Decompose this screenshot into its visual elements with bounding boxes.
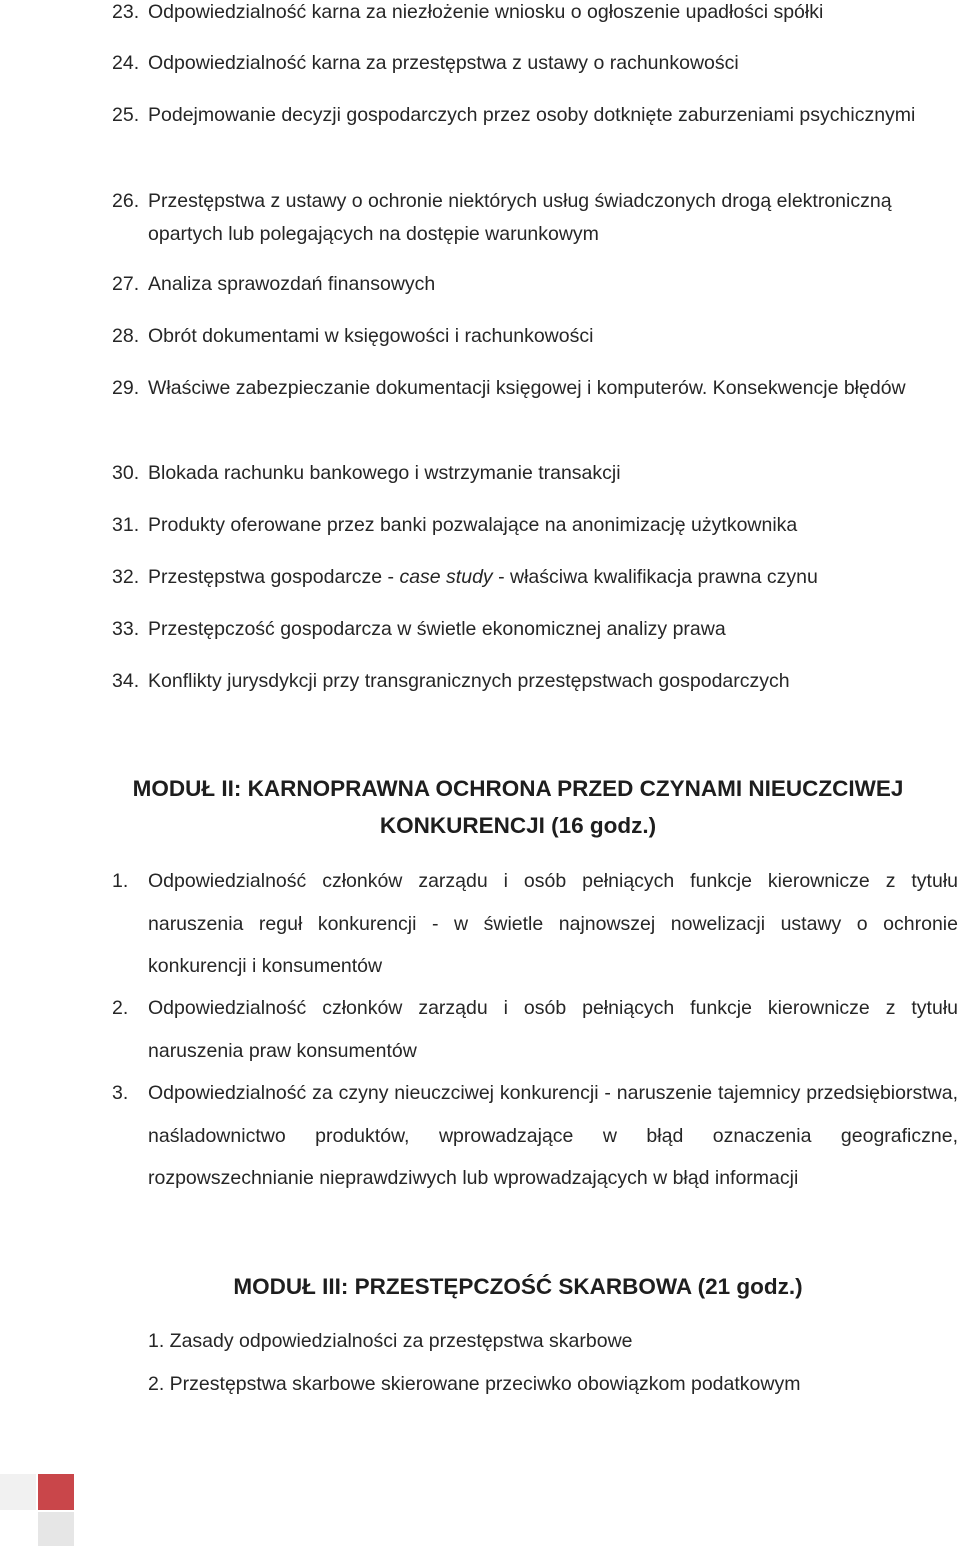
list-item — [112, 99, 958, 132]
list-item — [112, 613, 958, 646]
decor-square-mid — [38, 1512, 74, 1546]
item-text: Produkty oferowane przez banki pozwalające na anonimizację użytkownika — [148, 514, 798, 536]
module-2-heading — [100, 770, 936, 844]
item-text: Właściwe zabezpieczanie dokumentacji księgowej i komputerów. Konsekwencje błędów — [148, 377, 906, 399]
item-text: Odpowiedzialność karna za przestępstwa z ustawy o rachunkowości — [148, 52, 739, 74]
list-item — [112, 1072, 958, 1200]
list-item — [112, 987, 958, 1072]
item-number: 31. — [112, 514, 140, 536]
item-number: 32. — [112, 566, 140, 588]
list-item: 1. Zasady odpowiedzialności za przestępstwa skarbowe — [148, 1330, 633, 1352]
item-text: Podejmowanie decyzji gospodarczych przez osoby dotknięte zaburzeniami psychicznymi — [148, 104, 916, 126]
list-item — [112, 268, 958, 301]
item-number: 1. — [112, 870, 129, 892]
list-item — [112, 372, 958, 405]
item-number: 3. — [112, 1082, 129, 1104]
item-number: 23. — [112, 1, 140, 23]
item-text: Odpowiedzialność za czyny nieuczciwej konkurencji - naruszenie tajemnicy przedsiębiorstwa, naśladownictwo produktów, wprowadzające w błąd oznaczenia geograficzne, rozpowszechnianie nieprawdziwych lub wprowadzających w błąd informacji — [148, 1082, 958, 1189]
list-item — [112, 185, 958, 251]
italic-term: case study — [399, 566, 493, 588]
item-text: Przestępczość gospodarcza w świetle ekonomicznej analizy prawa — [148, 618, 726, 640]
text-segment: - właściwa kwalifikacja prawna czynu — [492, 566, 818, 588]
item-number: 2. — [112, 997, 129, 1019]
list-item — [112, 0, 958, 29]
list-item — [112, 561, 958, 594]
list-item — [112, 457, 958, 490]
item-number: 27. — [112, 273, 140, 295]
list-item — [112, 509, 958, 542]
list-item — [112, 320, 958, 353]
list-item: 2. Przestępstwa skarbowe skierowane przeciwko obowiązkom podatkowym — [148, 1373, 801, 1395]
text-segment: Przestępstwa gospodarcze - — [148, 566, 400, 588]
item-text: Odpowiedzialność karna za niezłożenie wniosku o ogłoszenie upadłości spółki — [148, 1, 824, 23]
module-3-heading: MODUŁ III: PRZESTĘPCZOŚĆ SKARBOWA (21 godz.) — [233, 1274, 803, 1299]
item-text: Odpowiedzialność członków zarządu i osób pełniących funkcje kierownicze z tytułu naruszenia praw konsumentów — [148, 997, 958, 1062]
item-text: Obrót dokumentami w księgowości i rachunkowości — [148, 325, 594, 347]
item-number: 34. — [112, 670, 140, 692]
item-text: Analiza sprawozdań finansowych — [148, 273, 436, 295]
item-number: 29. — [112, 377, 140, 399]
item-text: Przestępstwa z ustawy o ochronie niektórych usług świadczonych drogą elektroniczną opartych lub polegających na dostępie warunkowym — [148, 190, 892, 245]
decor-square-light — [0, 1474, 36, 1510]
item-text: Konflikty jurysdykcji przy transgranicznych przestępstwach gospodarczych — [148, 670, 790, 692]
item-number: 26. — [112, 190, 140, 212]
decor-square-accent — [38, 1474, 74, 1510]
item-number: 24. — [112, 52, 140, 74]
item-number: 28. — [112, 325, 140, 347]
item-text: Odpowiedzialność członków zarządu i osób pełniących funkcje kierownicze z tytułu naruszenia reguł konkurencji - w świetle najnowszej nowelizacji ustawy o ochronie konkurencji i konsumentów — [148, 870, 958, 977]
item-number: 33. — [112, 618, 140, 640]
list-item — [112, 665, 958, 698]
item-number: 30. — [112, 462, 140, 484]
list-item — [112, 860, 958, 988]
list-item — [112, 47, 958, 80]
heading-line: MODUŁ II: KARNOPRAWNA OCHRONA PRZED CZYNAMI NIEUCZCIWEJ — [132, 776, 904, 801]
item-text: Blokada rachunku bankowego i wstrzymanie transakcji — [148, 462, 621, 484]
heading-line: KONKURENCJI (16 godz.) — [379, 813, 657, 838]
item-text — [112, 561, 958, 594]
item-number: 25. — [112, 104, 140, 126]
